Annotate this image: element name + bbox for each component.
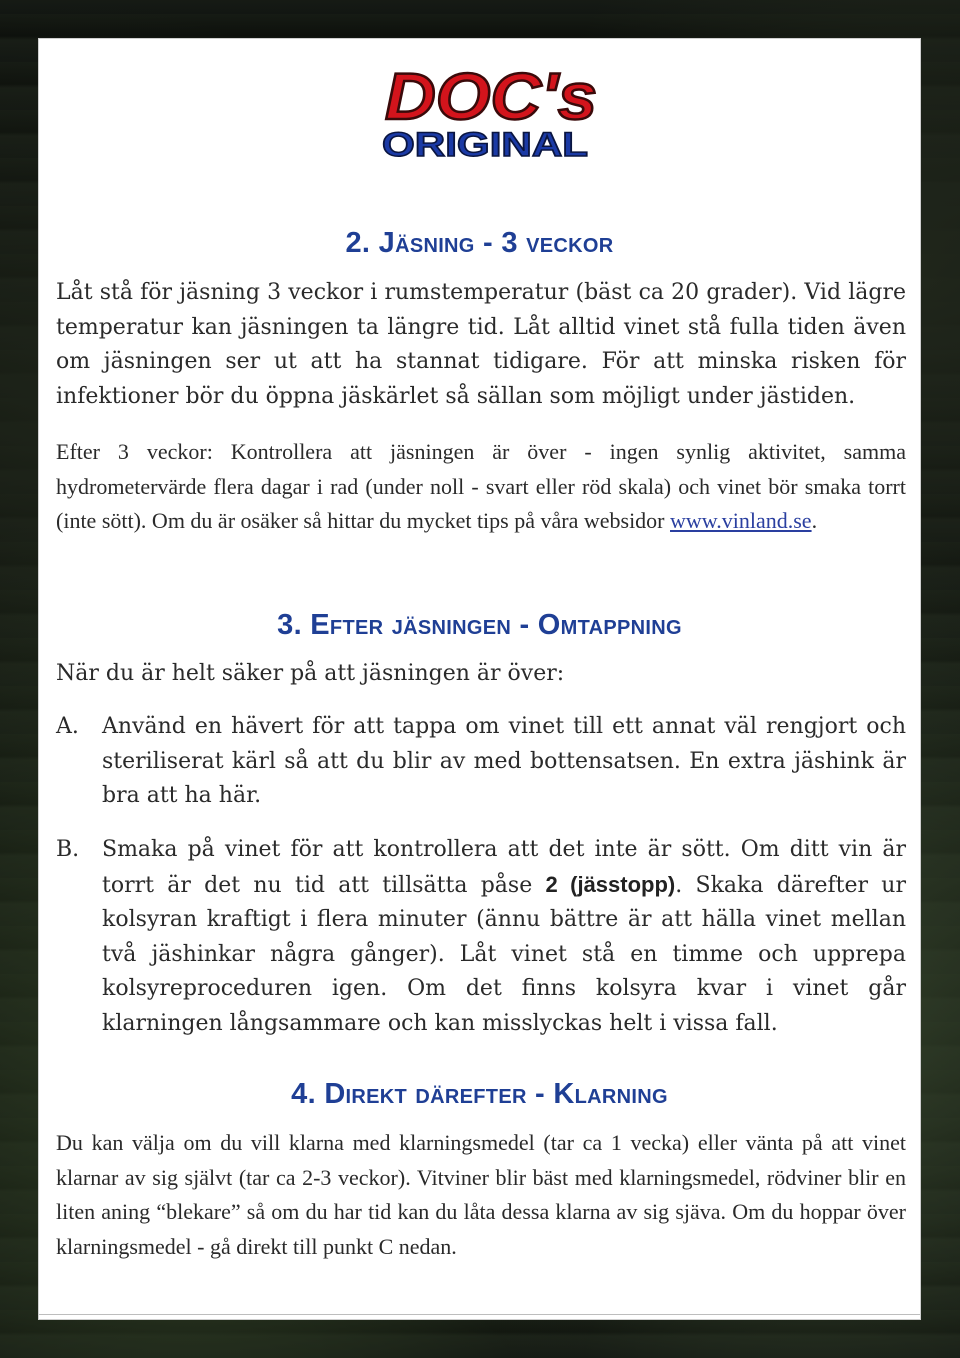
list-item-b-text bbox=[102, 833, 906, 1041]
list-item-a-text: Använd en hävert för att tappa om vinet till ett annat väl rengjort och steriliserat kärl så att du blir av med bottensatsen. En extra jäshink är bra att ha här. bbox=[102, 714, 906, 808]
section-4-paragraph: Du kan välja om du vill klarna med klarningsmedel (tar ca 1 vecka) eller vänta på att vinet klarnar av sig självt (tar ca 2-3 veckor). Vitviner blir bäst med klarningsmedel, rödviner blir en liten aning “blekare” så om du har tid kan du låta dessa klarna av sig sjäva. Om du hoppar över klarningsmedel - gå direkt till punkt C nedan. bbox=[56, 1130, 906, 1259]
section-3-intro: När du är helt säker på att jäsningen är över: bbox=[56, 661, 565, 686]
list-item-b bbox=[56, 833, 906, 1041]
list-item-b-letter: B. bbox=[56, 837, 80, 862]
document-page bbox=[38, 38, 921, 1320]
section-2-paragraph-1: Låt stå för jäsning 3 veckor i rumstemperatur (bäst ca 20 grader). Vid lägre temperatur kan jäsningen ta längre tid. Låt alltid vinet stå fulla tiden även om jäsningen ser ut att ha stannat tidigare. För att minska risken för infektioner bör du öppna jäskärlet så sällan som möjligt under jästiden. bbox=[56, 280, 906, 409]
section-2-heading: 2. Jäsning - 3 veckor bbox=[345, 227, 614, 259]
section-2-paragraph-2-end: . bbox=[811, 508, 818, 533]
bottom-divider bbox=[39, 1314, 920, 1315]
logo-line2: ORIGINAL bbox=[382, 126, 588, 164]
section-3-heading: 3. Efter jäsningen - Omtappning bbox=[277, 609, 682, 641]
list-item-b-text-end: . Skaka därefter ur kolsyran kraftigt i flera minuter (ännu bättre är att hälla vinet mellan två jäshinkar några gånger). Låt vinet stå en timme och upprepa kolsyreproceduren igen. Om det finns kolsyra kvar i vinet går klarningen långsammare och kan misslyckas helt i vissa fall. bbox=[102, 872, 906, 1036]
list-item-a bbox=[56, 710, 906, 814]
list-item-b-bold: 2 (jässtopp) bbox=[545, 871, 676, 897]
section-2-paragraph-2 bbox=[56, 435, 906, 539]
list-item-b-text-start: Smaka på vinet för att kontrollera att det inte är sött. Om ditt vin är torrt är det nu tid att tillsätta påse bbox=[102, 837, 906, 898]
vinland-link[interactable]: www.vinland.se bbox=[670, 508, 812, 533]
logo-line1: DOC's bbox=[385, 59, 597, 133]
list-item-a-letter: A. bbox=[56, 714, 79, 739]
section-4-heading: 4. Direkt därefter - Klarning bbox=[291, 1078, 668, 1110]
section-2-paragraph-2-text: Efter 3 veckor: Kontrollera att jäsningen är över - ingen synlig aktivitet, samma hydrometervärde flera dagar i rad (under noll - svart eller röd skala) och vinet bör smaka torrt (inte sött). Om du är osäker så hittar du mycket tips på våra websidor bbox=[56, 439, 906, 533]
docs-original-logo bbox=[377, 53, 597, 165]
